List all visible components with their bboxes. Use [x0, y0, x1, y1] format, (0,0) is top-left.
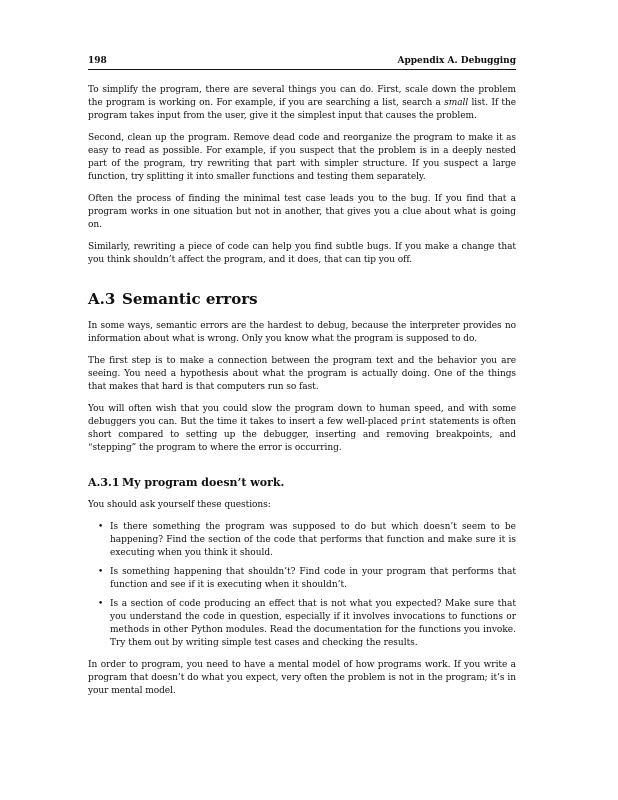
paragraph-clean-up: Second, clean up the program. Remove dead code and reorganize the program to make it as easy to read as possible. For example, if you suspect that the problem is in a deeply nested part of the program, try rewriting that part with simpler structure. If you suspect a large function, try splitting it into smaller functions and testing them separately. — [88, 133, 516, 182]
paragraph-slow-down — [88, 403, 516, 455]
subsection-title: My program doesn’t work. — [122, 476, 285, 489]
bullet-icon: • — [98, 599, 104, 609]
paragraph-slow-down-text-a: You will often wish that you could slow the program down to human speed, and with some debuggers you can. But the time it takes to insert a few well-placed — [88, 404, 516, 427]
paragraph-first-step: The first step is to make a connection between the program text and the behavior you are seeing. You need a hypothesis about what the program is actually doing. One of the things that makes that hard is that computers run so fast. — [88, 356, 516, 392]
paragraph-simplify — [88, 84, 516, 123]
list-item — [88, 566, 516, 592]
emphasis-small: small — [444, 98, 469, 108]
chapter-title: Appendix A. Debugging — [397, 56, 516, 66]
code-print: print — [400, 417, 427, 427]
list-item-text: Is something happening that shouldn’t? Find code in your program that performs that function and see if it is executing when it shouldn’t. — [110, 567, 516, 590]
section-number: A.3 — [88, 290, 116, 308]
list-item — [88, 521, 516, 560]
page-number: 198 — [88, 56, 107, 66]
list-item-text: Is a section of code producing an effect that is not what you expected? Make sure that you understand the code in question, especially if it involves invocations to functions or methods in other Python modules. Read the documentation for the functions you invoke. Try them out by writing simple test cases and checking the results. — [110, 599, 516, 648]
running-head — [88, 56, 516, 70]
paragraph-slow-down-text-b: statements is often short compared to setting up the debugger, inserting and removing breakpoints, and “stepping” the program to where the error is occurring. — [88, 417, 516, 453]
paragraph-semantic-intro: In some ways, semantic errors are the hardest to debug, because the interpreter provides no information about what is wrong. Only you know what the program is supposed to do. — [88, 321, 516, 344]
section-title: Semantic errors — [122, 290, 258, 308]
subsection-number: A.3.1 — [88, 476, 120, 489]
question-list — [88, 521, 516, 650]
paragraph-minimal-test: Often the process of finding the minimal test case leads you to the bug. If you find that a program works in one situation but not in another, that gives you a clue about what is going on. — [88, 194, 516, 230]
section-heading — [88, 290, 516, 308]
paragraph-simplify-text-a: To simplify the program, there are several things you can do. First, scale down the problem the program is working on. For example, if you are searching a list, search a — [88, 85, 516, 108]
page — [88, 56, 516, 707]
paragraph-ask-questions: You should ask yourself these questions: — [88, 500, 271, 510]
paragraph-mental-model: In order to program, you need to have a mental model of how programs work. If you write a program that doesn’t do what you expect, very often the problem is not in the program; it’s in your mental model. — [88, 660, 516, 696]
subsection-heading — [88, 476, 516, 490]
list-item-text: Is there something the program was supposed to do but which doesn’t seem to be happening? Find the section of the code that performs that function and make sure it is executing when you think it should. — [110, 522, 516, 558]
paragraph-simplify-text-b: list. If the program takes input from the user, give it the simplest input that causes the problem. — [88, 98, 516, 121]
bullet-icon: • — [98, 522, 104, 532]
paragraph-rewriting: Similarly, rewriting a piece of code can help you find subtle bugs. If you make a change that you think shouldn’t affect the program, and it does, that can tip you off. — [88, 242, 516, 265]
list-item — [88, 598, 516, 650]
bullet-icon: • — [98, 567, 104, 577]
